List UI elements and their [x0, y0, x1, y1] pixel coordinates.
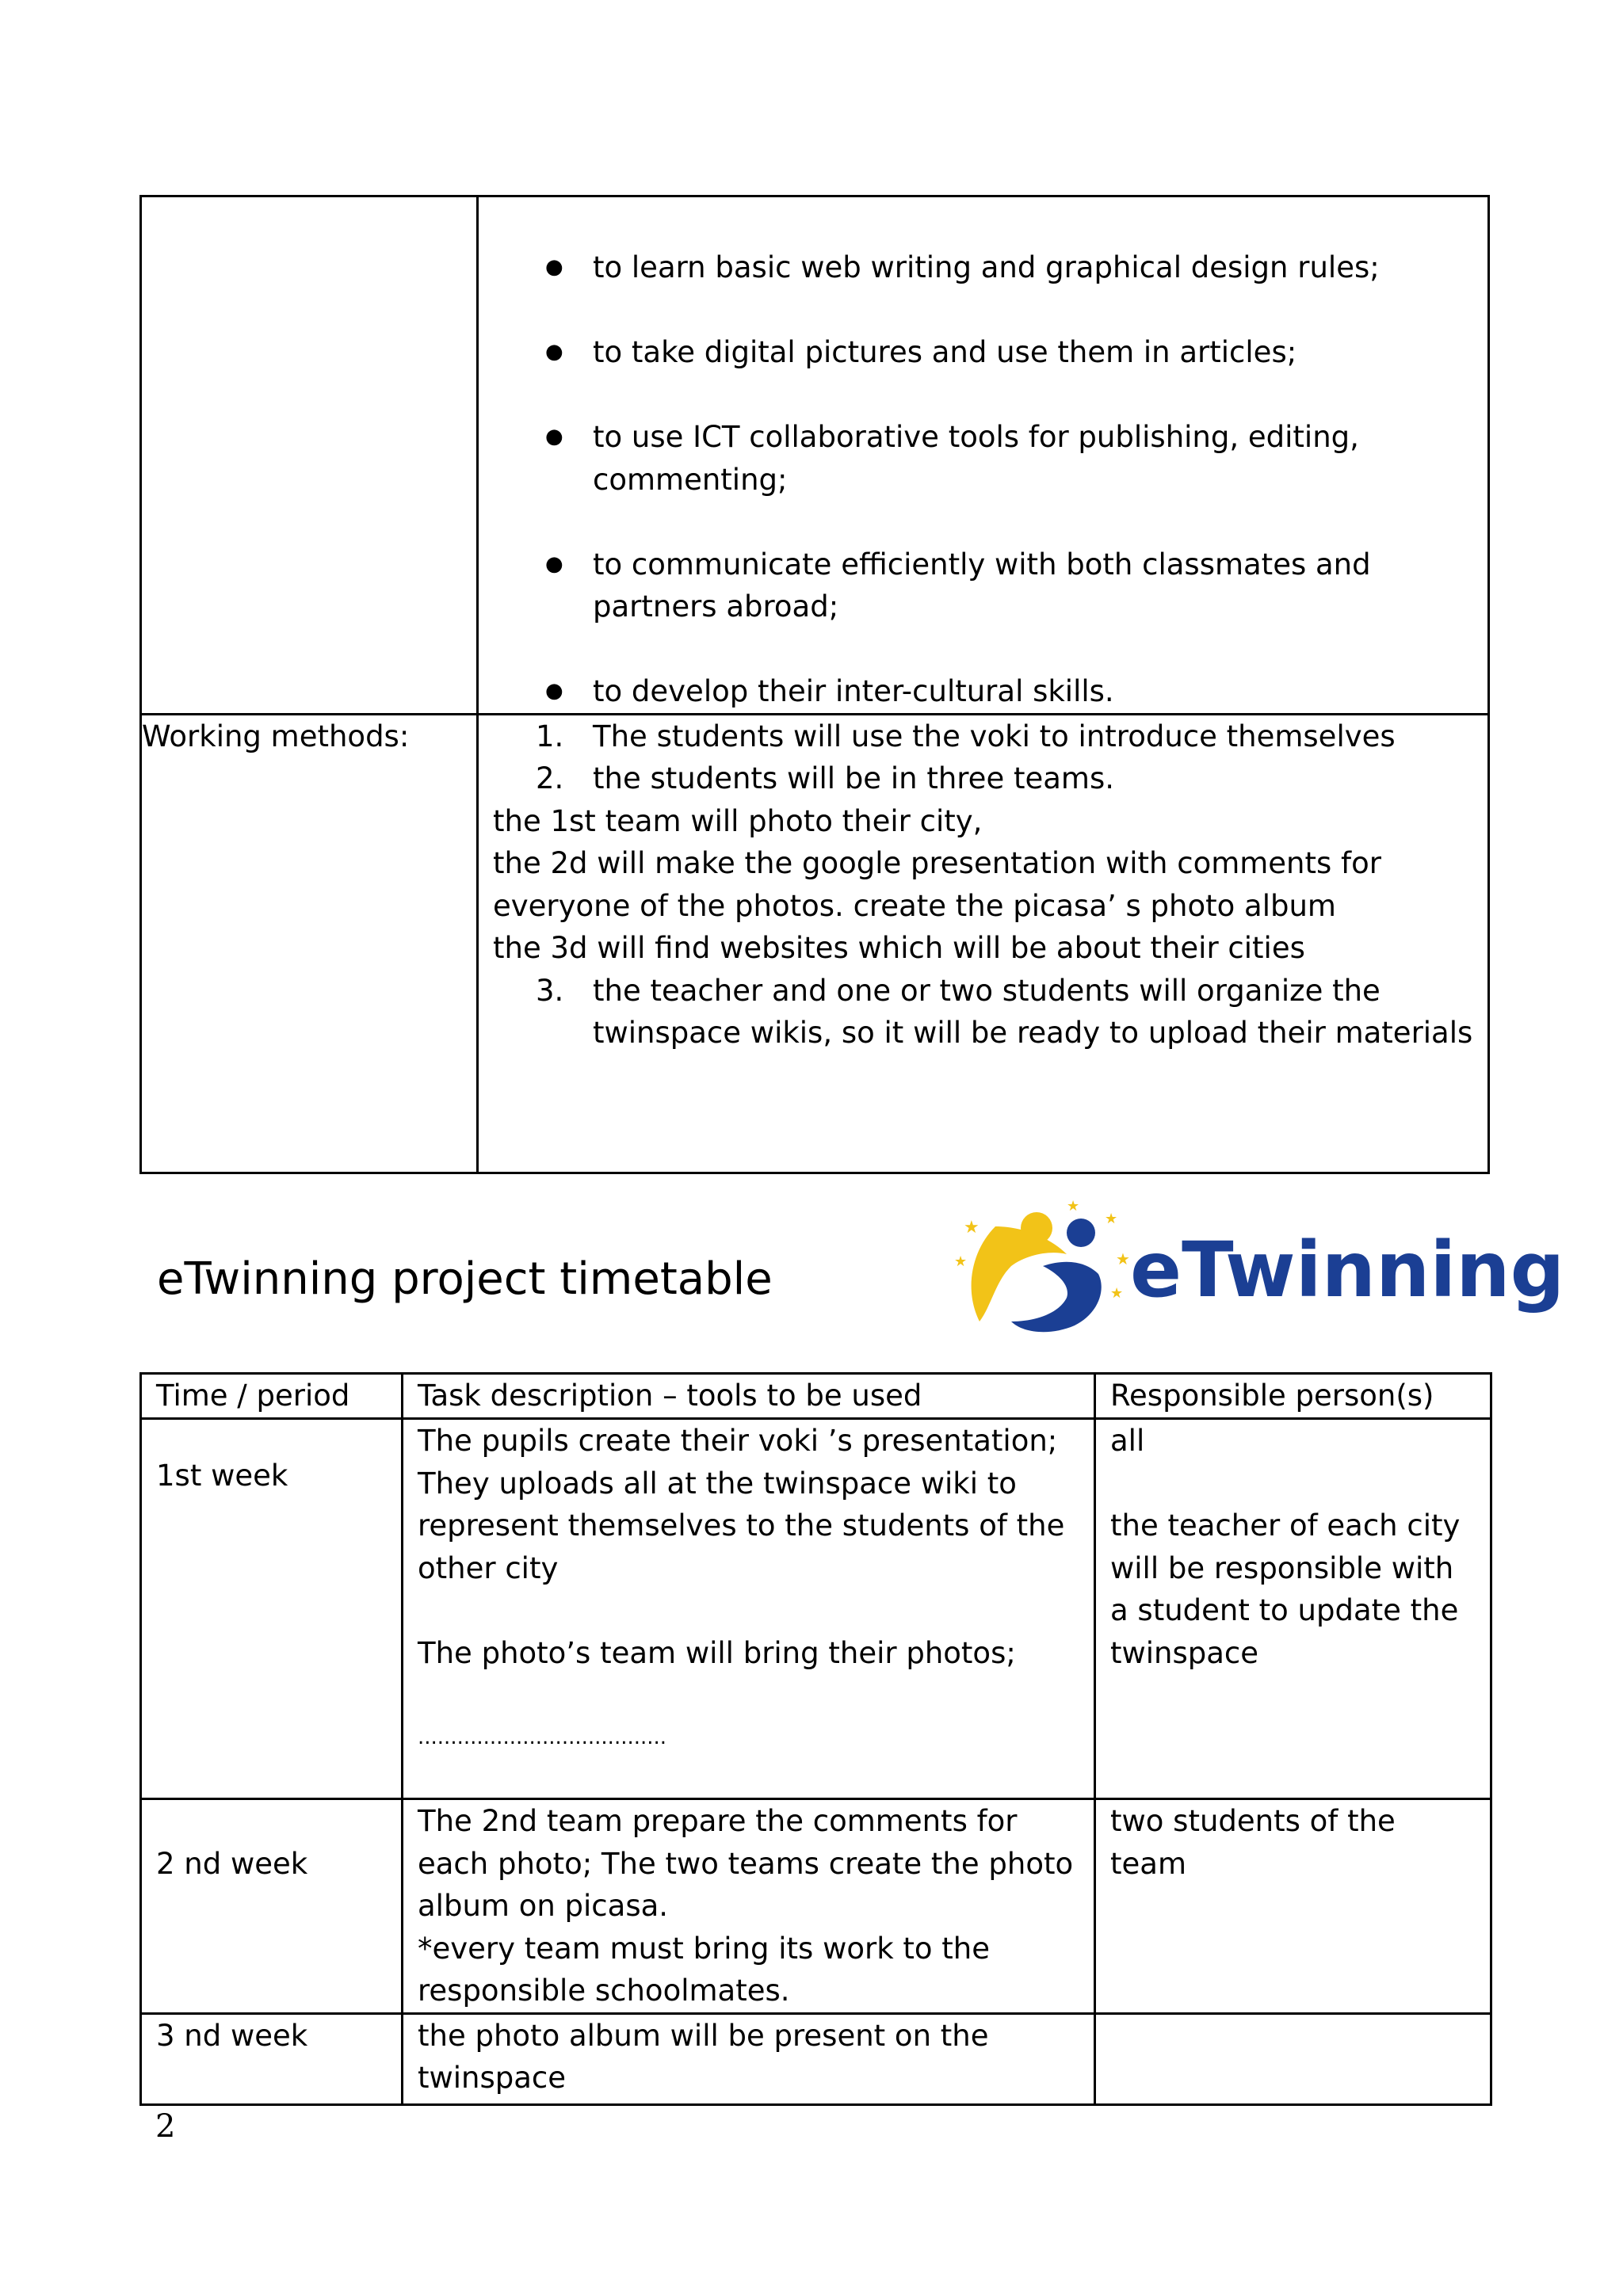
bullet-icon: ●	[545, 340, 563, 364]
star-icon: ★	[1110, 1285, 1124, 1302]
page-number: 2	[155, 2108, 176, 2145]
star-icon: ★	[954, 1253, 968, 1270]
objective-item: ● to learn basic web writing and graphical design rules;	[479, 246, 1487, 289]
logo-yellow-figure	[972, 1226, 1067, 1322]
row2-time-cell	[141, 1799, 403, 2014]
timetable-header-row	[141, 1374, 1491, 1419]
star-icon: ★	[1116, 1249, 1130, 1268]
row3-time: 3 nd week	[156, 2018, 308, 2053]
header-task: Task description – tools to be used	[403, 1374, 1095, 1419]
objectives-cell	[478, 196, 1489, 715]
star-icon: ★	[1105, 1211, 1118, 1227]
working-methods-row	[141, 714, 1489, 1173]
objective-item: ● to take digital pictures and use them in articles;	[479, 331, 1487, 374]
row3-task: the photo album will be present on the twinspace	[418, 2018, 989, 2095]
bullet-icon: ●	[545, 255, 563, 279]
working-methods-label-cell	[141, 714, 478, 1173]
bullet-icon: ●	[545, 679, 563, 703]
working-methods-cell	[478, 714, 1489, 1173]
objective-item: ● to develop their inter-cultural skills.	[479, 670, 1487, 713]
method-item: 2. the students will be in three teams.	[536, 761, 1114, 795]
row3-resp-cell	[1095, 2013, 1491, 2105]
etwinning-logo	[948, 1195, 1565, 1337]
objectives-methods-table	[139, 195, 1490, 1174]
objective-item: ● to use ICT collaborative tools for publishing, editing, commenting;	[479, 416, 1487, 501]
header-time: Time / period	[141, 1374, 403, 1419]
row2-task-cell	[403, 1799, 1095, 2014]
logo-blue-head	[1067, 1219, 1095, 1247]
row1-resp-p2: the teacher of each city will be responsible with a student to update the twinspace	[1110, 1508, 1461, 1670]
timetable-row-week2	[141, 1799, 1491, 2014]
timetable-row-week3	[141, 2013, 1491, 2105]
row1-resp-p1: all	[1110, 1424, 1145, 1458]
logo-blue-figure	[1011, 1262, 1102, 1332]
method-item: 1. The students will use the voki to introduce themselves	[536, 719, 1396, 753]
timetable-table	[139, 1372, 1492, 2106]
bullet-icon: ●	[545, 551, 563, 576]
bullet-icon: ●	[545, 425, 563, 448]
timetable-row-week1	[141, 1419, 1491, 1799]
logo-yellow-head	[1021, 1212, 1052, 1244]
timetable-heading: eTwinning project timetable	[157, 1253, 773, 1305]
row1-task-cell	[403, 1419, 1095, 1799]
header-responsible: Responsible person(s)	[1095, 1374, 1491, 1419]
method-line: the 3d will find websites which will be about their cities	[493, 931, 1305, 965]
row3-time-cell	[141, 2013, 403, 2105]
row1-time-cell	[141, 1419, 403, 1799]
row2-task-p1: The 2nd team prepare the comments for each photo; The two teams create the photo album on picasa.	[418, 1804, 1074, 1923]
row2-time: 2 nd week	[156, 1846, 308, 1881]
method-item: 3. the teacher and one or two students will organize the twinspace wikis, so it will be ready to upload their materials	[536, 973, 1473, 1050]
working-methods-label: Working methods:	[142, 719, 410, 753]
row1-time: 1st week	[156, 1459, 288, 1493]
row1-resp-cell	[1095, 1419, 1491, 1799]
row1-task-p3: ......................................	[418, 1725, 667, 1749]
row3-task-cell	[403, 2013, 1095, 2105]
star-icon: ★	[1067, 1198, 1080, 1215]
logo-text: eTwinning	[1130, 1226, 1565, 1314]
objectives-label-cell	[141, 196, 478, 715]
objectives-list	[479, 246, 1487, 713]
method-line: the 2d will make the google presentation with comments for everyone of the photos. create the picasa’ s photo album	[493, 846, 1381, 923]
method-line: the 1st team will photo their city,	[493, 803, 983, 838]
objective-item: ● to communicate efficiently with both classmates and partners abroad;	[479, 543, 1487, 628]
row1-task-p2: The photo’s team will bring their photos;	[418, 1635, 1016, 1670]
row2-resp: two students of the team	[1110, 1804, 1396, 1881]
objectives-row	[141, 196, 1489, 715]
row2-task-p2: *every team must bring its work to the responsible schoolmates.	[418, 1931, 991, 2008]
star-icon: ★	[964, 1218, 980, 1238]
row2-resp-cell	[1095, 1799, 1491, 2014]
row1-task-p1: The pupils create their voki ’s presentation; They uploads all at the twinspace wiki to represent themselves to the students of the other city	[418, 1424, 1065, 1585]
